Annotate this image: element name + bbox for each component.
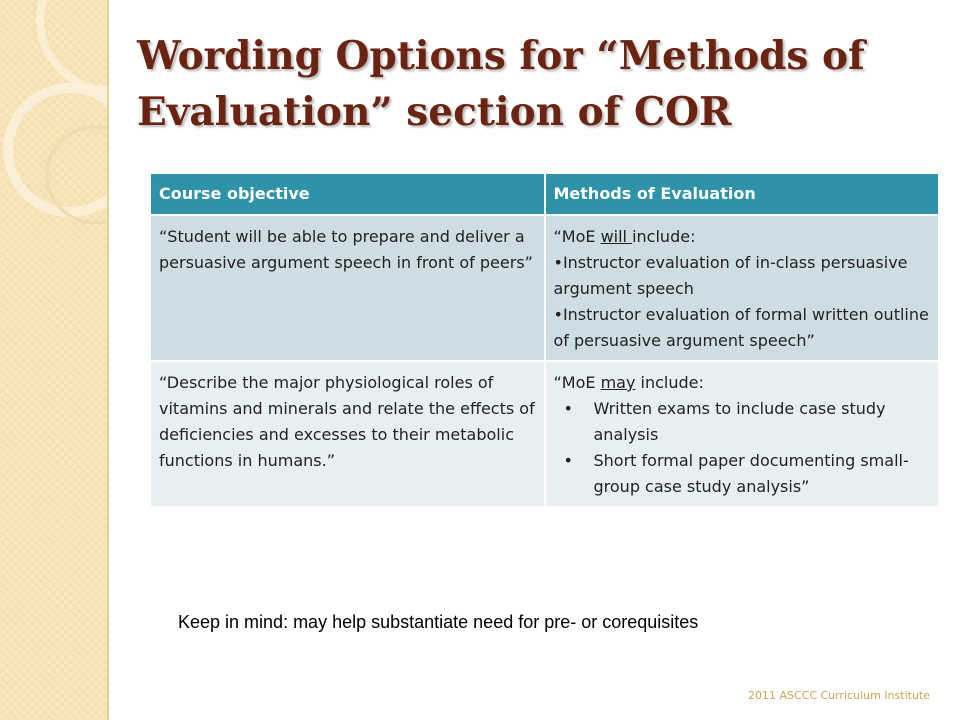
moe-suffix: include: (635, 373, 704, 392)
bullet-icon: • (563, 399, 573, 418)
objective-cell (151, 361, 545, 506)
moe-intro (554, 370, 931, 396)
moe-prefix: “MoE (553, 227, 601, 246)
table-row (151, 215, 938, 361)
moe-intro (554, 224, 931, 250)
moe-keyword-may: may (600, 373, 636, 392)
footer-text: 2011 ASCCC Curriculum Institute (747, 689, 930, 702)
slide-title: Wording Options for “Methods of Evaluation” section of COR (137, 33, 865, 135)
objective-text: “Student will be able to prepare and deliver a persuasive argument speech in front of peers” (159, 227, 533, 272)
decorative-swirl-icon (0, 0, 107, 720)
moe-suffix: include: (632, 227, 696, 246)
moe-bullet-text: Written exams to include case study analysis (593, 399, 886, 444)
methods-of-evaluation-table (151, 174, 938, 506)
table-row (151, 361, 938, 506)
bullet-icon: • (563, 451, 573, 470)
header-course-objective: Course objective (151, 174, 545, 215)
note-text: Keep in mind: may help substantiate need for pre- or corequisites (178, 612, 699, 632)
moe-bullet (554, 448, 931, 500)
moe-prefix: “MoE (553, 373, 601, 392)
header-methods-of-evaluation: Methods of Evaluation (545, 174, 939, 215)
moe-bullet-text: Short formal paper documenting small-group case study analysis” (593, 451, 909, 496)
moe-keyword-will: will (600, 227, 633, 246)
moe-bullet (554, 396, 931, 448)
moe-cell (545, 361, 939, 506)
decorative-side-band (0, 0, 107, 720)
moe-bullet: •Instructor evaluation of in-class persuasive argument speech (553, 253, 908, 298)
table-header-row (151, 174, 938, 215)
moe-bullet: •Instructor evaluation of formal written outline of persuasive argument speech” (553, 305, 929, 350)
objective-cell (151, 215, 545, 361)
objective-text: “Describe the major physiological roles of vitamins and minerals and relate the effects of deficiencies and excesses to their metabolic functions in humans.” (159, 373, 535, 470)
moe-cell (545, 215, 939, 361)
side-band-edge (107, 0, 109, 720)
